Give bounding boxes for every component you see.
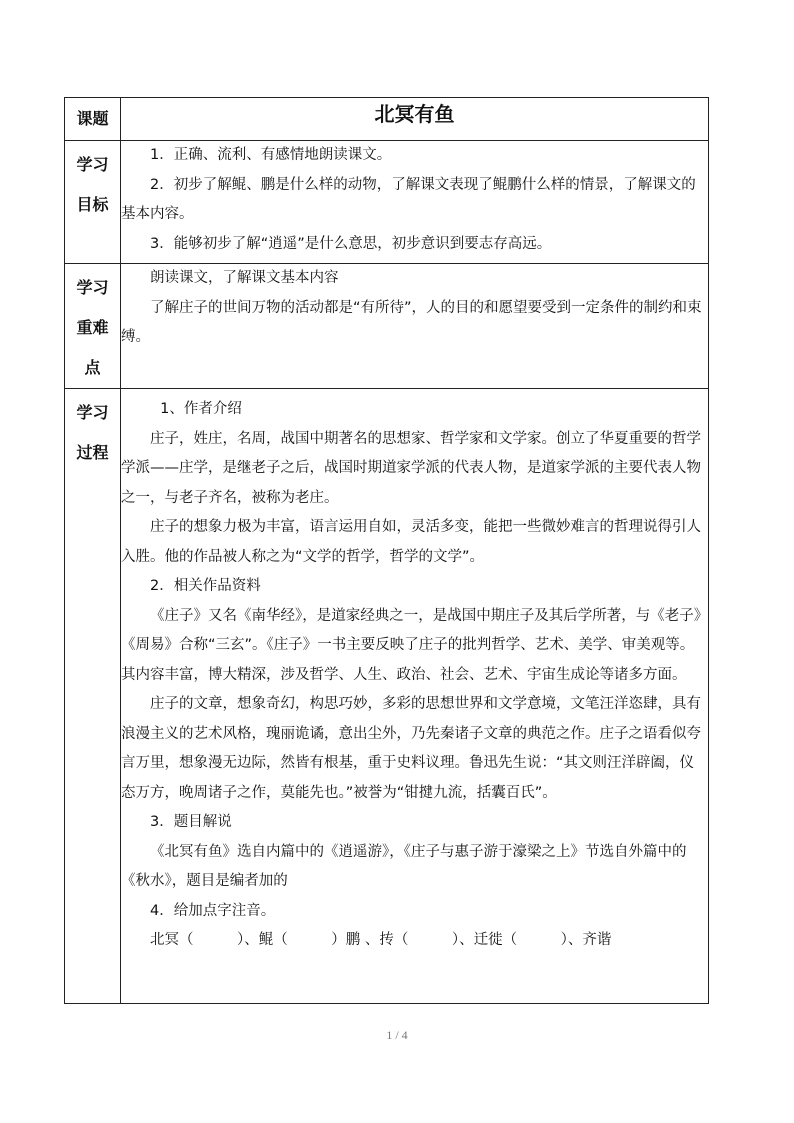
- keypoints-content: [121, 264, 709, 389]
- objectives-label: [65, 141, 121, 264]
- process-content: [121, 389, 709, 1004]
- objective-item: 3．能够初步了解“逍遥”是什么意思，初步意识到要志存高远。: [150, 235, 552, 252]
- keypoint-item: 了解庄子的世间万物的活动都是“有所待”，人的目的和愿望要受到一定条件的制约和束缚。: [121, 299, 702, 345]
- pinyin-fill-line: 北冥（ ）、鲲（ ）鹏 、抟（ ）、迁徙（ ）、齐谐: [150, 932, 612, 948]
- objectives-content: [121, 141, 709, 264]
- process-paragraph: 《北冥有鱼》选自内篇中的《逍遥游》，《庄子与惠子游于濠梁之上》节选自外篇中的《秋水》，题目是编者加的: [121, 843, 687, 889]
- keypoints-label: [65, 264, 121, 389]
- objectives-row: [65, 141, 709, 264]
- section-heading-pinyin: 4．给加点字注音。: [150, 902, 276, 919]
- topic-label: 课题: [65, 98, 121, 141]
- process-row: [65, 389, 709, 1004]
- process-paragraph: 《庄子》又名《南华经》，是道家经典之一，是战国中期庄子及其后学所著，与《老子》《周易》合称“三玄”。《庄子》一书主要反映了庄子的批判哲学、艺术、美学、审美观等。其内容丰富，博大精深，涉及哲学、人生、政治、社会、艺术、宇宙生成论等诸多方面。: [121, 607, 701, 683]
- objective-item: 2．初步了解鲲、鹏是什么样的动物，了解课文表现了鲲鹏什么样的情景，了解课文的基本内容。: [121, 176, 696, 222]
- keypoints-label-line: 学习: [76, 278, 109, 297]
- section-heading-works: 2．相关作品资料: [150, 578, 261, 594]
- lesson-plan-table: [64, 97, 709, 1004]
- process-paragraph: 庄子，姓庄，名周，战国中期著名的思想家、哲学家和文学家。创立了华夏重要的哲学学派——庄学，是继老子之后，战国时期道家学派的代表人物，是道家学派的主要代表人物之一，与老子齐名，被称为老庄。: [121, 430, 701, 506]
- keypoints-row: [65, 264, 709, 389]
- process-label-line: 过程: [76, 443, 109, 462]
- keypoint-item: 朗读课文，了解课文基本内容: [150, 270, 339, 286]
- section-heading-title: 3．题目解说: [150, 814, 232, 830]
- section-heading-author: 1、作者介绍: [160, 401, 242, 417]
- objective-item: 1．正确、流利、有感情地朗读课文。: [150, 147, 392, 163]
- process-label: [65, 389, 121, 1004]
- process-paragraph: 庄子的想象力极为丰富，语言运用自如，灵活多变，能把一些微妙难言的哲理说得引人入胜。他的作品被人称之为“文学的哲学，哲学的文学”。: [121, 519, 701, 565]
- objectives-label-line: 目标: [76, 195, 109, 214]
- lesson-title: 北冥有鱼: [121, 98, 709, 141]
- objectives-label-line: 学习: [76, 155, 109, 174]
- keypoints-label-line: 重难: [76, 318, 109, 337]
- process-label-line: 学习: [76, 403, 109, 422]
- page-indicator: 1 / 4: [386, 1028, 408, 1042]
- title-row: [65, 98, 709, 141]
- process-paragraph: 庄子的文章，想象奇幻，构思巧妙，多彩的思想世界和文学意境，文笔汪洋恣肆，具有浪漫主义的艺术风格，瑰丽诡谲，意出尘外，乃先秦诸子文章的典范之作。庄子之语看似夸言万里，想象漫无边际，然皆有根基，重于史料议理。鲁迅先生说：“其文则汪洋辟阖，仪态万方，晚周诸子之作，莫能先也。”被誉为“钳揵九流，括囊百氏”。: [121, 696, 701, 801]
- keypoints-label-line: 点: [84, 358, 101, 377]
